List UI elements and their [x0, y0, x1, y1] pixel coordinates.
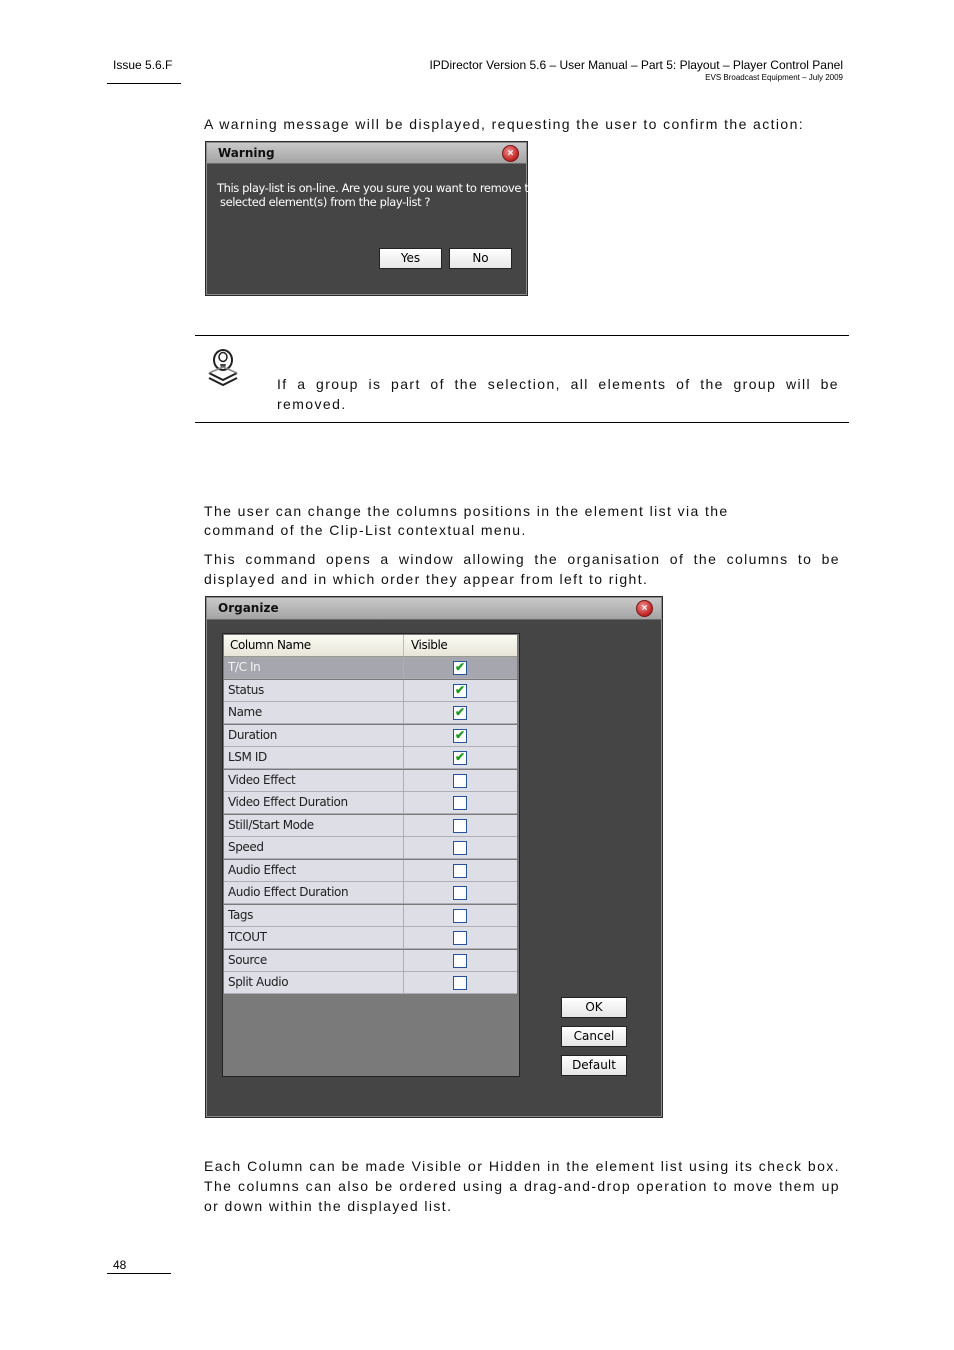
- issue-label: Issue 5.6.F: [113, 58, 173, 72]
- organize-description: This command opens a window allowing the organisation of the columns to be displayed and in which order they appear from left to right.: [204, 551, 840, 587]
- note-bottom-rule: [195, 422, 849, 423]
- column-row[interactable]: [224, 725, 517, 747]
- column-row-visible-cell: [405, 725, 517, 746]
- column-row-visible-cell: [405, 882, 517, 903]
- column-row[interactable]: [224, 927, 517, 949]
- column-row[interactable]: [224, 792, 517, 814]
- visible-checkbox[interactable]: [453, 909, 467, 923]
- visible-checkbox[interactable]: [453, 886, 467, 900]
- organize-dialog-title: Organize: [207, 598, 661, 620]
- ok-button[interactable]: OK: [561, 997, 627, 1018]
- column-row-name: Status: [224, 680, 404, 701]
- column-row-name: Name: [224, 702, 404, 723]
- cancel-button[interactable]: Cancel: [561, 1026, 627, 1047]
- warning-dialog: [205, 141, 543, 296]
- column-row-visible-cell: [405, 702, 517, 723]
- visible-checkbox[interactable]: [453, 976, 467, 990]
- column-row[interactable]: [224, 905, 517, 927]
- header-rule: [107, 83, 181, 84]
- column-row[interactable]: [224, 680, 517, 702]
- column-row-visible-cell: [405, 770, 517, 791]
- warning-message-line2: selected element(s) from the play-list ?: [220, 195, 431, 209]
- column-row[interactable]: [224, 860, 517, 882]
- visible-checkbox[interactable]: [453, 729, 467, 743]
- column-row-name: Video Effect Duration: [224, 792, 404, 813]
- column-row-name: Still/Start Mode: [224, 815, 404, 836]
- column-row-visible-cell: [405, 905, 517, 926]
- visible-checkbox[interactable]: [453, 706, 467, 720]
- column-row-name: LSM ID: [224, 747, 404, 768]
- columns-grid[interactable]: [222, 633, 520, 1077]
- column-row[interactable]: [224, 770, 517, 792]
- organize-dialog: [205, 596, 663, 1118]
- column-row-visible-cell: [405, 657, 517, 678]
- note-icon: [206, 347, 240, 389]
- column-row-name: Audio Effect Duration: [224, 882, 404, 903]
- visible-checkbox[interactable]: [453, 661, 467, 675]
- yes-button[interactable]: Yes: [379, 248, 442, 269]
- visible-checkbox[interactable]: [453, 796, 467, 810]
- columns-text-line2: command of the Clip-List contextual menu.: [204, 522, 527, 538]
- column-row[interactable]: [224, 815, 517, 837]
- close-icon[interactable]: ×: [636, 600, 653, 617]
- column-row-name: Tags: [224, 905, 404, 926]
- document-title: IPDirector Version 5.6 – User Manual – Part 5: Playout – Player Control Panel: [429, 58, 843, 72]
- document-subtitle: EVS Broadcast Equipment – July 2009: [705, 73, 843, 82]
- column-row-visible-cell: [405, 950, 517, 971]
- column-row-visible-cell: [405, 680, 517, 701]
- column-row-visible-cell: [405, 792, 517, 813]
- page-number: 48: [113, 1258, 127, 1272]
- close-icon[interactable]: ×: [502, 145, 519, 162]
- visible-checkbox[interactable]: [453, 751, 467, 765]
- column-row[interactable]: [224, 950, 517, 972]
- checkmark-icon: ✔: [455, 682, 466, 697]
- final-paragraph: Each Column can be made Visible or Hidden in the element list using its check box. The columns can also be ordered using a drag-and-drop operation to move them up or down within the displayed list.: [204, 1158, 840, 1214]
- visible-checkbox[interactable]: [453, 864, 467, 878]
- column-row-visible-cell: [405, 815, 517, 836]
- column-row-name: T/C In: [224, 657, 404, 678]
- note-text: If a group is part of the selection, all elements of the group will be removed.: [277, 376, 839, 412]
- columns-text-line1: The user can change the columns positions in the element list via the: [204, 503, 729, 519]
- column-row[interactable]: [224, 882, 517, 904]
- column-row-name: Duration: [224, 725, 404, 746]
- visible-checkbox[interactable]: [453, 774, 467, 788]
- column-row-name: Split Audio: [224, 972, 404, 993]
- checkmark-icon: ✔: [455, 705, 466, 719]
- column-row-visible-cell: [405, 837, 517, 858]
- footer-rule: [107, 1273, 171, 1274]
- no-button[interactable]: No: [449, 248, 512, 269]
- visible-header[interactable]: Visible: [411, 638, 448, 652]
- warning-intro-text: A warning message will be displayed, requesting the user to confirm the action:: [204, 116, 805, 132]
- warning-dialog-title: Warning: [207, 143, 526, 164]
- column-row-visible-cell: [405, 747, 517, 768]
- column-row-visible-cell: [405, 972, 517, 993]
- checkmark-icon: ✔: [455, 727, 466, 742]
- column-row[interactable]: [224, 702, 517, 724]
- checkmark-icon: ✔: [455, 660, 466, 674]
- column-row[interactable]: [224, 837, 517, 859]
- column-row[interactable]: [224, 657, 517, 679]
- column-row-visible-cell: [405, 860, 517, 881]
- column-row-visible-cell: [405, 927, 517, 948]
- visible-checkbox[interactable]: [453, 819, 467, 833]
- visible-checkbox[interactable]: [453, 954, 467, 968]
- column-row-name: Video Effect: [224, 770, 404, 791]
- note-top-rule: [195, 335, 849, 336]
- warning-message-line1: This play-list is on-line. Are you sure you want to remove the: [217, 181, 543, 195]
- visible-checkbox[interactable]: [453, 684, 467, 698]
- column-row[interactable]: [224, 972, 517, 994]
- column-row[interactable]: [224, 747, 517, 769]
- checkmark-icon: ✔: [455, 750, 466, 764]
- default-button[interactable]: Default: [561, 1055, 627, 1076]
- column-row-name: Audio Effect: [224, 860, 404, 881]
- column-row-name: TCOUT: [224, 927, 404, 948]
- column-row-name: Source: [224, 950, 404, 971]
- column-name-header[interactable]: Column Name: [224, 635, 404, 656]
- grid-header: [224, 635, 517, 657]
- visible-checkbox[interactable]: [453, 841, 467, 855]
- column-row-name: Speed: [224, 837, 404, 858]
- visible-checkbox[interactable]: [453, 931, 467, 945]
